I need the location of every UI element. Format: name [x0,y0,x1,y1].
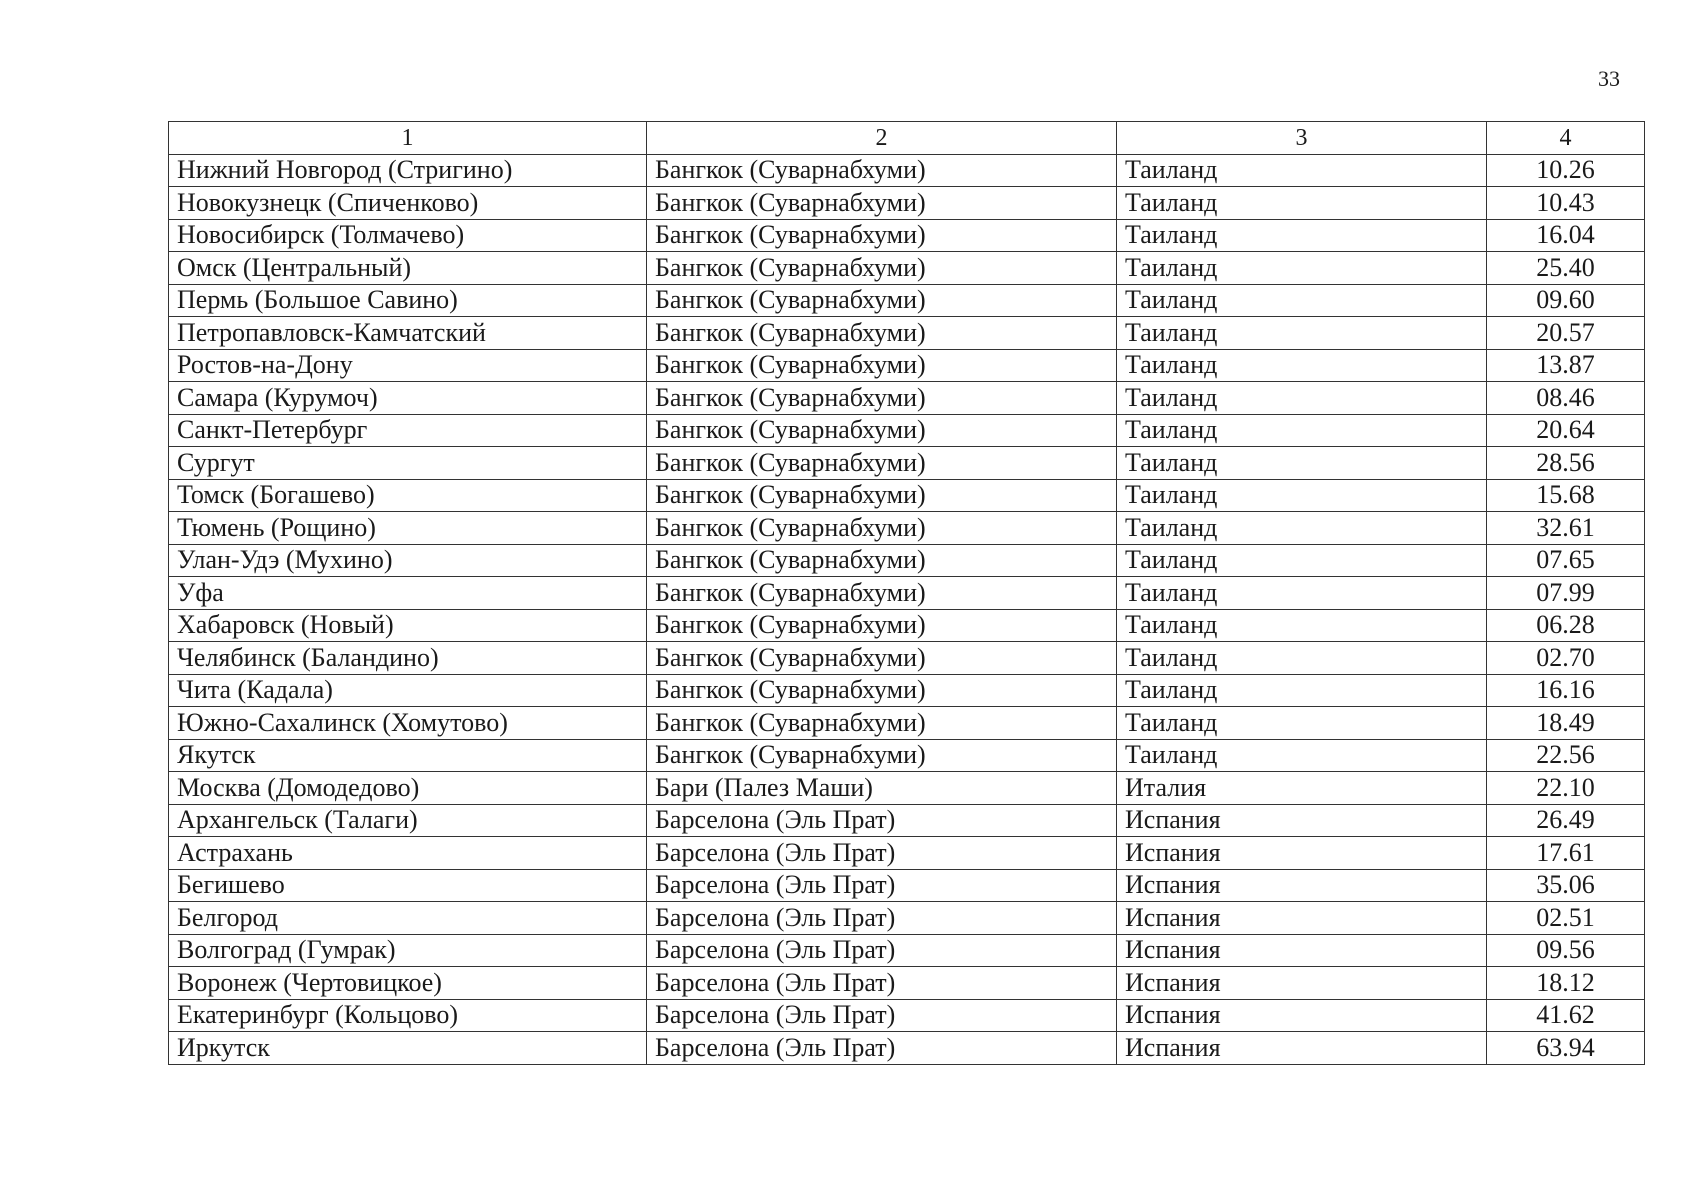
departure-city-cell: Чита (Кадала) [169,674,647,707]
value-cell: 28.56 [1487,447,1645,480]
departure-city-cell: Новосибирск (Толмачево) [169,219,647,252]
destination-airport-cell: Бангкок (Суварнабхуми) [647,674,1117,707]
destination-airport-cell: Бангкок (Суварнабхуми) [647,187,1117,220]
table-row [169,837,1645,870]
value-cell: 06.28 [1487,609,1645,642]
country-cell: Таиланд [1117,479,1487,512]
destination-airport-cell: Барселона (Эль Прат) [647,837,1117,870]
country-cell: Испания [1117,804,1487,837]
departure-city-cell: Омск (Центральный) [169,252,647,285]
destination-airport-cell: Барселона (Эль Прат) [647,869,1117,902]
departure-city-cell: Архангельск (Талаги) [169,804,647,837]
table-row [169,642,1645,675]
table-row [169,707,1645,740]
country-cell: Таиланд [1117,349,1487,382]
country-cell: Таиланд [1117,674,1487,707]
table-row [169,512,1645,545]
table-row [169,252,1645,285]
country-cell: Таиланд [1117,219,1487,252]
departure-city-cell: Астрахань [169,837,647,870]
table-row [169,187,1645,220]
destination-airport-cell: Бангкок (Суварнабхуми) [647,707,1117,740]
table-row [169,999,1645,1032]
departure-city-cell: Белгород [169,902,647,935]
country-cell: Италия [1117,772,1487,805]
value-cell: 26.49 [1487,804,1645,837]
destination-airport-cell: Барселона (Эль Прат) [647,999,1117,1032]
table-row [169,609,1645,642]
value-cell: 07.65 [1487,544,1645,577]
country-cell: Испания [1117,1032,1487,1065]
table-row [169,772,1645,805]
country-cell: Таиланд [1117,414,1487,447]
table-row [169,967,1645,1000]
country-cell: Таиланд [1117,187,1487,220]
country-cell: Таиланд [1117,544,1487,577]
value-cell: 09.56 [1487,934,1645,967]
table-row [169,577,1645,610]
country-cell: Таиланд [1117,154,1487,187]
country-cell: Таиланд [1117,642,1487,675]
value-cell: 08.46 [1487,382,1645,415]
country-cell: Таиланд [1117,284,1487,317]
table-row [169,447,1645,480]
departure-city-cell: Воронеж (Чертовицкое) [169,967,647,1000]
departure-city-cell: Южно-Сахалинск (Хомутово) [169,707,647,740]
destination-airport-cell: Бангкок (Суварнабхуми) [647,447,1117,480]
column-header: 2 [647,122,1117,155]
departure-city-cell: Новокузнецк (Спиченково) [169,187,647,220]
destination-airport-cell: Барселона (Эль Прат) [647,934,1117,967]
table-row [169,382,1645,415]
value-cell: 32.61 [1487,512,1645,545]
destination-airport-cell: Бангкок (Суварнабхуми) [647,544,1117,577]
country-cell: Таиланд [1117,739,1487,772]
value-cell: 02.51 [1487,902,1645,935]
country-cell: Таиланд [1117,252,1487,285]
departure-city-cell: Челябинск (Баландино) [169,642,647,675]
destination-airport-cell: Бангкок (Суварнабхуми) [647,512,1117,545]
value-cell: 09.60 [1487,284,1645,317]
destination-airport-cell: Бангкок (Суварнабхуми) [647,382,1117,415]
departure-city-cell: Самара (Курумоч) [169,382,647,415]
departure-city-cell: Бегишево [169,869,647,902]
departure-city-cell: Сургут [169,447,647,480]
destination-airport-cell: Бангкок (Суварнабхуми) [647,284,1117,317]
table-row [169,739,1645,772]
departure-city-cell: Екатеринбург (Кольцово) [169,999,647,1032]
value-cell: 17.61 [1487,837,1645,870]
table-row [169,544,1645,577]
country-cell: Таиланд [1117,447,1487,480]
departure-city-cell: Ростов-на-Дону [169,349,647,382]
country-cell: Таиланд [1117,317,1487,350]
table-row [169,219,1645,252]
table-row [169,934,1645,967]
value-cell: 22.56 [1487,739,1645,772]
value-cell: 10.43 [1487,187,1645,220]
column-header: 4 [1487,122,1645,155]
country-cell: Испания [1117,902,1487,935]
value-cell: 41.62 [1487,999,1645,1032]
destination-airport-cell: Барселона (Эль Прат) [647,967,1117,1000]
country-cell: Испания [1117,934,1487,967]
destination-airport-cell: Бангкок (Суварнабхуми) [647,577,1117,610]
destination-airport-cell: Бари (Палез Маши) [647,772,1117,805]
country-cell: Испания [1117,967,1487,1000]
table-row [169,674,1645,707]
value-cell: 02.70 [1487,642,1645,675]
table-header-row [169,122,1645,155]
value-cell: 15.68 [1487,479,1645,512]
table-row [169,869,1645,902]
value-cell: 16.16 [1487,674,1645,707]
destination-airport-cell: Барселона (Эль Прат) [647,804,1117,837]
value-cell: 18.49 [1487,707,1645,740]
departure-city-cell: Нижний Новгород (Стригино) [169,154,647,187]
departure-city-cell: Петропавловск-Камчатский [169,317,647,350]
departure-city-cell: Москва (Домодедово) [169,772,647,805]
departure-city-cell: Тюмень (Рощино) [169,512,647,545]
country-cell: Таиланд [1117,707,1487,740]
destination-airport-cell: Бангкок (Суварнабхуми) [647,642,1117,675]
table-row [169,1032,1645,1065]
country-cell: Испания [1117,837,1487,870]
value-cell: 16.04 [1487,219,1645,252]
destination-airport-cell: Бангкок (Суварнабхуми) [647,609,1117,642]
destination-airport-cell: Бангкок (Суварнабхуми) [647,219,1117,252]
departure-city-cell: Иркутск [169,1032,647,1065]
destination-airport-cell: Бангкок (Суварнабхуми) [647,317,1117,350]
departure-city-cell: Санкт-Петербург [169,414,647,447]
data-table [168,121,1645,1065]
destination-airport-cell: Барселона (Эль Прат) [647,1032,1117,1065]
departure-city-cell: Хабаровск (Новый) [169,609,647,642]
table-row [169,479,1645,512]
departure-city-cell: Томск (Богашево) [169,479,647,512]
departure-city-cell: Улан-Удэ (Мухино) [169,544,647,577]
value-cell: 18.12 [1487,967,1645,1000]
departure-city-cell: Уфа [169,577,647,610]
country-cell: Таиланд [1117,609,1487,642]
country-cell: Таиланд [1117,512,1487,545]
table-row [169,804,1645,837]
value-cell: 63.94 [1487,1032,1645,1065]
table-body [169,154,1645,1064]
country-cell: Таиланд [1117,382,1487,415]
table-row [169,317,1645,350]
country-cell: Испания [1117,869,1487,902]
destination-airport-cell: Бангкок (Суварнабхуми) [647,479,1117,512]
destination-airport-cell: Бангкок (Суварнабхуми) [647,349,1117,382]
value-cell: 22.10 [1487,772,1645,805]
value-cell: 20.57 [1487,317,1645,350]
value-cell: 25.40 [1487,252,1645,285]
value-cell: 20.64 [1487,414,1645,447]
page-number: 33 [1598,66,1620,91]
table-row [169,284,1645,317]
country-cell: Испания [1117,999,1487,1032]
table-row [169,349,1645,382]
destination-airport-cell: Барселона (Эль Прат) [647,902,1117,935]
value-cell: 07.99 [1487,577,1645,610]
value-cell: 10.26 [1487,154,1645,187]
destination-airport-cell: Бангкок (Суварнабхуми) [647,414,1117,447]
value-cell: 35.06 [1487,869,1645,902]
departure-city-cell: Якутск [169,739,647,772]
destination-airport-cell: Бангкок (Суварнабхуми) [647,739,1117,772]
destination-airport-cell: Бангкок (Суварнабхуми) [647,154,1117,187]
departure-city-cell: Пермь (Большое Савино) [169,284,647,317]
table-row [169,414,1645,447]
table-row [169,902,1645,935]
table-row [169,154,1645,187]
destination-airport-cell: Бангкок (Суварнабхуми) [647,252,1117,285]
country-cell: Таиланд [1117,577,1487,610]
value-cell: 13.87 [1487,349,1645,382]
column-header: 1 [169,122,647,155]
departure-city-cell: Волгоград (Гумрак) [169,934,647,967]
column-header: 3 [1117,122,1487,155]
